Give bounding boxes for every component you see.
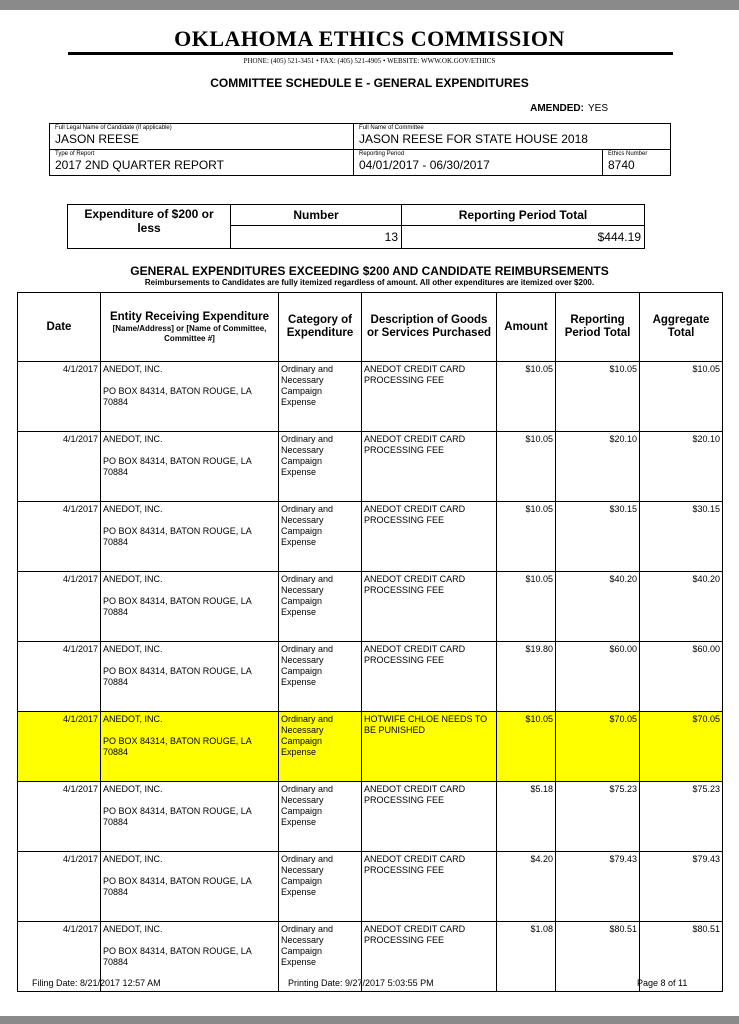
col-category: Category of Expenditure xyxy=(279,293,362,362)
row-description: ANEDOT CREDIT CARD PROCESSING FEE xyxy=(362,782,497,852)
row-aggregate: $70.05 xyxy=(640,712,723,782)
row-amount: $10.05 xyxy=(497,502,556,572)
row-date: 4/1/2017 xyxy=(18,572,101,642)
row-description: ANEDOT CREDIT CARD PROCESSING FEE xyxy=(362,432,497,502)
row-period-total: $30.15 xyxy=(556,502,640,572)
period-total-label: Reporting Period Total xyxy=(402,205,645,226)
entity-address: PO BOX 84314, BATON ROUGE, LA 70884 xyxy=(103,596,252,617)
small-exp-label: Expenditure of $200 or less xyxy=(68,205,231,249)
table-row xyxy=(18,852,723,922)
row-category: Ordinary and Necessary Campaign Expense xyxy=(279,432,362,502)
row-period-total: $10.05 xyxy=(556,362,640,432)
report-type-cell xyxy=(50,150,354,176)
ethics-cell xyxy=(603,150,671,176)
table-row xyxy=(18,572,723,642)
entity-address: PO BOX 84314, BATON ROUGE, LA 70884 xyxy=(103,736,252,757)
row-date: 4/1/2017 xyxy=(18,922,101,992)
viewer-bottom-band xyxy=(0,1016,739,1024)
row-entity xyxy=(101,362,279,432)
section-title: GENERAL EXPENDITURES EXCEEDING $200 AND CANDIDATE REIMBURSEMENTS xyxy=(130,264,609,278)
col-entity-title: Entity Receiving Expenditure xyxy=(109,310,270,323)
ethics-label: Ethics Number xyxy=(608,151,648,157)
amended-value: YES xyxy=(587,103,608,114)
row-aggregate: $20.10 xyxy=(640,432,723,502)
row-entity xyxy=(101,502,279,572)
row-amount: $10.05 xyxy=(497,362,556,432)
row-category: Ordinary and Necessary Campaign Expense xyxy=(279,922,362,992)
row-amount: $10.05 xyxy=(497,572,556,642)
candidate-name: JASON REESE xyxy=(55,132,140,146)
row-description: ANEDOT CREDIT CARD PROCESSING FEE xyxy=(362,362,497,432)
row-aggregate: $79.43 xyxy=(640,852,723,922)
entity-name: ANEDOT, INC. xyxy=(103,784,163,794)
row-description: ANEDOT CREDIT CARD PROCESSING FEE xyxy=(362,642,497,712)
entity-address: PO BOX 84314, BATON ROUGE, LA 70884 xyxy=(103,876,252,897)
row-date: 4/1/2017 xyxy=(18,852,101,922)
row-date: 4/1/2017 xyxy=(18,782,101,852)
page-number: Page 8 of 11 xyxy=(637,978,688,988)
filing-date: Filing Date: 8/21/2017 12:57 AM xyxy=(32,978,161,988)
row-amount: $19.80 xyxy=(497,642,556,712)
row-date: 4/1/2017 xyxy=(18,362,101,432)
entity-name: ANEDOT, INC. xyxy=(103,714,163,724)
row-period-total: $75.23 xyxy=(556,782,640,852)
row-entity xyxy=(101,432,279,502)
row-category: Ordinary and Necessary Campaign Expense xyxy=(279,782,362,852)
table-header-row xyxy=(18,293,723,362)
amended-status xyxy=(530,103,608,114)
small-exp-number: 13 xyxy=(231,226,402,249)
entity-address: PO BOX 84314, BATON ROUGE, LA 70884 xyxy=(103,526,252,547)
col-description: Description of Goods or Services Purchased xyxy=(362,293,497,362)
contact-line: PHONE: (405) 521-3451 • FAX: (405) 521-4905 • WEBSITE: WWW.OK.GOV/ETHICS xyxy=(243,57,496,65)
small-exp-total: $444.19 xyxy=(402,226,645,249)
col-entity xyxy=(101,293,279,362)
row-date: 4/1/2017 xyxy=(18,712,101,782)
row-description: ANEDOT CREDIT CARD PROCESSING FEE xyxy=(362,922,497,992)
row-description: HOTWIFE CHLOE NEEDS TO BE PUNISHED xyxy=(362,712,497,782)
row-amount: $10.05 xyxy=(497,432,556,502)
document-page xyxy=(0,10,739,1016)
amended-label: AMENDED: xyxy=(530,103,584,114)
table-row xyxy=(18,642,723,712)
row-aggregate: $60.00 xyxy=(640,642,723,712)
col-entity-sub: [Name/Address] or [Name of Committee, Committee #] xyxy=(112,323,267,343)
entity-name: ANEDOT, INC. xyxy=(103,574,163,584)
row-description: ANEDOT CREDIT CARD PROCESSING FEE xyxy=(362,852,497,922)
row-date: 4/1/2017 xyxy=(18,642,101,712)
entity-address: PO BOX 84314, BATON ROUGE, LA 70884 xyxy=(103,946,252,967)
row-entity xyxy=(101,572,279,642)
committee-label: Full Name of Committee xyxy=(359,125,424,131)
expenditures-table xyxy=(17,292,723,992)
entity-address: PO BOX 84314, BATON ROUGE, LA 70884 xyxy=(103,666,252,687)
row-date: 4/1/2017 xyxy=(18,502,101,572)
entity-name: ANEDOT, INC. xyxy=(103,504,163,514)
entity-name: ANEDOT, INC. xyxy=(103,644,163,654)
row-period-total: $70.05 xyxy=(556,712,640,782)
entity-name: ANEDOT, INC. xyxy=(103,854,163,864)
commission-title: OKLAHOMA ETHICS COMMISSION xyxy=(174,26,565,51)
entity-name: ANEDOT, INC. xyxy=(103,924,163,934)
small-expenditures-table xyxy=(67,204,645,249)
row-category: Ordinary and Necessary Campaign Expense xyxy=(279,642,362,712)
row-date: 4/1/2017 xyxy=(18,432,101,502)
col-period-total: Reporting Period Total xyxy=(556,293,640,362)
table-row xyxy=(18,362,723,432)
period-cell xyxy=(354,150,603,176)
col-amount: Amount xyxy=(497,293,556,362)
report-type: 2017 2ND QUARTER REPORT xyxy=(55,158,224,172)
col-aggregate: Aggregate Total xyxy=(640,293,723,362)
viewer-top-band xyxy=(0,0,739,10)
row-category: Ordinary and Necessary Campaign Expense xyxy=(279,712,362,782)
committee-name: JASON REESE FOR STATE HOUSE 2018 xyxy=(359,132,588,146)
row-aggregate: $30.15 xyxy=(640,502,723,572)
table-row xyxy=(18,782,723,852)
row-description: ANEDOT CREDIT CARD PROCESSING FEE xyxy=(362,502,497,572)
row-category: Ordinary and Necessary Campaign Expense xyxy=(279,362,362,432)
table-row xyxy=(18,712,723,782)
row-period-total: $79.43 xyxy=(556,852,640,922)
col-date: Date xyxy=(18,293,101,362)
row-amount: $10.05 xyxy=(497,712,556,782)
row-amount: $1.08 xyxy=(497,922,556,992)
row-aggregate: $80.51 xyxy=(640,922,723,992)
table-row xyxy=(18,502,723,572)
report-info-table xyxy=(49,123,671,176)
row-category: Ordinary and Necessary Campaign Expense xyxy=(279,502,362,572)
entity-address: PO BOX 84314, BATON ROUGE, LA 70884 xyxy=(103,386,252,407)
row-aggregate: $75.23 xyxy=(640,782,723,852)
row-period-total: $80.51 xyxy=(556,922,640,992)
candidate-cell xyxy=(50,124,354,150)
committee-cell xyxy=(354,124,671,150)
row-amount: $4.20 xyxy=(497,852,556,922)
row-entity xyxy=(101,642,279,712)
row-entity xyxy=(101,852,279,922)
row-period-total: $40.20 xyxy=(556,572,640,642)
row-category: Ordinary and Necessary Campaign Expense xyxy=(279,852,362,922)
entity-address: PO BOX 84314, BATON ROUGE, LA 70884 xyxy=(103,456,252,477)
entity-name: ANEDOT, INC. xyxy=(103,434,163,444)
row-category: Ordinary and Necessary Campaign Expense xyxy=(279,572,362,642)
candidate-label: Full Legal Name of Candidate (if applicable) xyxy=(55,125,172,131)
row-entity xyxy=(101,782,279,852)
row-period-total: $20.10 xyxy=(556,432,640,502)
table-row xyxy=(18,432,723,502)
schedule-subtitle: COMMITTEE SCHEDULE E - GENERAL EXPENDITURES xyxy=(210,76,529,90)
period-label: Reporting Period xyxy=(359,151,405,157)
entity-name: ANEDOT, INC. xyxy=(103,364,163,374)
row-aggregate: $40.20 xyxy=(640,572,723,642)
reporting-period: 04/01/2017 - 06/30/2017 xyxy=(359,158,490,172)
section-note: Reimbursements to Candidates are fully itemized regardless of amount. All other expenditures are itemized over $200. xyxy=(144,278,595,287)
row-period-total: $60.00 xyxy=(556,642,640,712)
title-rule xyxy=(68,52,673,55)
row-amount: $5.18 xyxy=(497,782,556,852)
report-type-label: Type of Report xyxy=(55,151,95,157)
row-entity xyxy=(101,712,279,782)
row-description: ANEDOT CREDIT CARD PROCESSING FEE xyxy=(362,572,497,642)
printing-date: Printing Date: 9/27/2017 5:03:55 PM xyxy=(288,978,434,988)
entity-address: PO BOX 84314, BATON ROUGE, LA 70884 xyxy=(103,806,252,827)
row-aggregate: $10.05 xyxy=(640,362,723,432)
number-label: Number xyxy=(231,205,402,226)
ethics-number: 8740 xyxy=(608,158,635,172)
